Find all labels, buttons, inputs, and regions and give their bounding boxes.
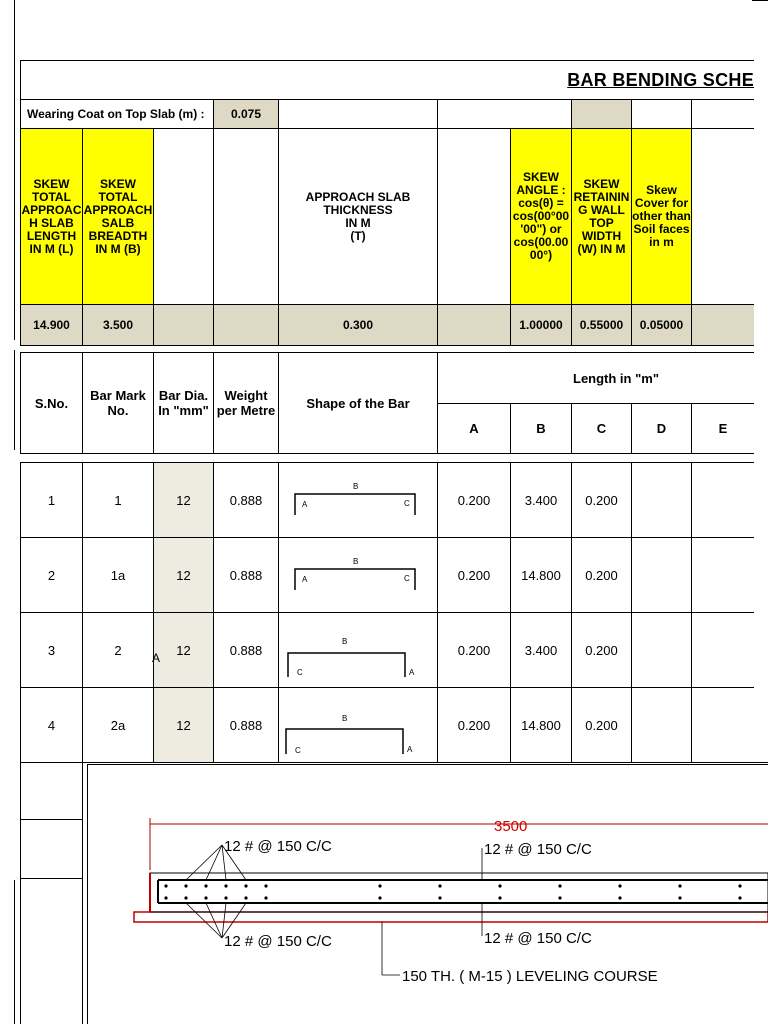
cell-length-a: 0.200 (437, 612, 511, 688)
value-cos: 1.00000 (510, 304, 572, 346)
empty-cell (437, 99, 572, 129)
shape-label-b: B (342, 637, 348, 646)
wearing-coat-label: Wearing Coat on Top Slab (m) : (27, 107, 205, 121)
empty-tan-cell (691, 304, 754, 346)
empty-cell (20, 762, 83, 820)
row-divider (82, 762, 768, 763)
cell-length-a: 0.200 (437, 687, 511, 763)
header-length: SKEW TOTAL APPROAC H SLAB LENGTH IN M (L) (20, 128, 83, 305)
callout-top-left: 12 # @ 150 C/C (224, 838, 332, 855)
cell-length-b: 3.400 (510, 462, 572, 538)
cell-weight: 0.888 (213, 537, 279, 613)
shape-label-c: C (404, 574, 410, 583)
cell-shape (278, 537, 438, 613)
cell-length-d (631, 537, 692, 613)
cell-bar-mark: 2a (82, 687, 154, 763)
header-col-e: E (691, 403, 754, 454)
header-col-b: B (510, 403, 572, 454)
cell-length-c: 0.200 (571, 537, 632, 613)
wearing-coat-value: 0.075 (230, 107, 262, 121)
empty-cell (437, 128, 511, 305)
cell-length-d (631, 462, 692, 538)
header-wall-width: SKEW RETAININ G WALL TOP WIDTH (W) IN M (571, 128, 632, 305)
header-length-group: Length in "m" (437, 352, 754, 404)
cell-length-b: 14.800 (510, 537, 572, 613)
cell-length-a: 0.200 (437, 462, 511, 538)
cell-bar-mark: 1 (82, 462, 154, 538)
callout-leveling-course: 150 TH. ( M-15 ) LEVELING COURSE (402, 968, 658, 985)
stray-label: A (152, 651, 161, 665)
cell-bar-dia: 12 (153, 537, 214, 613)
header-skew-angle: SKEW ANGLE : cos(θ) = cos(00°00 '00") or cos(00.00 00°) (510, 128, 572, 305)
cell-length-d (631, 687, 692, 763)
cell-sno: 2 (20, 537, 83, 613)
top-right-line (752, 0, 768, 1)
value-thickness: 0.300 (278, 304, 438, 346)
cell-weight: 0.888 (213, 612, 279, 688)
value-cover: 0.05000 (631, 304, 692, 346)
empty-cell (20, 819, 83, 879)
header-shape: Shape of the Bar (278, 352, 438, 454)
empty-tan-cell (571, 99, 632, 129)
header-thickness: APPROACH SLAB THICKNESS IN M (T) (278, 128, 438, 305)
shape-label-b: B (353, 482, 359, 491)
header-col-a: A (437, 403, 511, 454)
cell-length-c: 0.200 (571, 612, 632, 688)
cell-length-e (691, 612, 754, 688)
empty-cell (213, 128, 279, 305)
empty-cell (20, 878, 83, 1024)
shape-label-a: A (409, 668, 415, 677)
shape-label-c: C (404, 499, 410, 508)
empty-tan-cell (153, 304, 214, 346)
cell-length-c: 0.200 (571, 687, 632, 763)
header-bar-dia: Bar Dia. In "mm" (153, 352, 214, 454)
header-bar-mark: Bar Mark No. (82, 352, 154, 454)
cell-bar-mark: 1a (82, 537, 154, 613)
cell-length-e (691, 462, 754, 538)
wearing-coat-label-cell (20, 99, 214, 129)
header-weight: Weight per Metre (213, 352, 279, 454)
shape-label-a: A (302, 575, 308, 584)
bar-shape-channel (279, 463, 438, 538)
header-breadth: SKEW TOTAL APPROACH SALB BREADTH IN M (B) (82, 128, 154, 305)
cell-length-a: 0.200 (437, 537, 511, 613)
callout-top-right: 12 # @ 150 C/C (484, 841, 592, 858)
empty-cell (631, 99, 692, 129)
callout-bottom-left: 12 # @ 150 C/C (224, 933, 332, 950)
shape-label-c: C (297, 668, 303, 677)
value-breadth: 3.500 (82, 304, 154, 346)
dimension-label: 3500 (494, 818, 528, 835)
value-wall-width: 0.55000 (571, 304, 632, 346)
header-sno: S.No. (20, 352, 83, 454)
cell-bar-mark: 2 (82, 612, 154, 688)
drawing-frame (87, 764, 768, 1024)
header-col-c: C (571, 403, 632, 454)
cell-bar-dia: 12 (153, 462, 214, 538)
cell-shape (278, 687, 438, 763)
empty-cell (691, 128, 754, 305)
page-margin-line-2 (14, 350, 15, 450)
bar-shape-u (279, 613, 438, 688)
page-title: BAR BENDING SCHE (567, 69, 754, 90)
shape-label-c: C (295, 746, 301, 755)
empty-cell (691, 99, 754, 129)
header-cover: Skew Cover for other than Soil faces in m (631, 128, 692, 305)
cell-shape (278, 612, 438, 688)
bar-shape-channel (279, 538, 438, 613)
cell-sno: 3 (20, 612, 83, 688)
wearing-coat-value-cell (213, 99, 279, 129)
cell-length-d (631, 612, 692, 688)
empty-tan-cell (213, 304, 279, 346)
cell-weight: 0.888 (213, 462, 279, 538)
cell-weight: 0.888 (213, 687, 279, 763)
cell-length-b: 3.400 (510, 612, 572, 688)
cell-length-c: 0.200 (571, 462, 632, 538)
bar-shape-u (279, 688, 438, 763)
cell-length-e (691, 537, 754, 613)
empty-tan-cell (437, 304, 511, 346)
callout-bottom-right: 12 # @ 150 C/C (484, 930, 592, 947)
cell-length-e (691, 687, 754, 763)
cell-sno: 1 (20, 462, 83, 538)
shape-label-b: B (353, 557, 359, 566)
cell-shape (278, 462, 438, 538)
cell-sno: 4 (20, 687, 83, 763)
empty-cell (278, 99, 438, 129)
shape-label-a: A (407, 745, 413, 754)
cell-length-b: 14.800 (510, 687, 572, 763)
value-length: 14.900 (20, 304, 83, 346)
page-margin-line-3 (14, 880, 15, 1024)
cell-bar-dia: 12 (153, 612, 214, 688)
cell-bar-dia: 12 (153, 687, 214, 763)
title-cell (20, 60, 754, 100)
shape-label-b: B (342, 714, 348, 723)
page-margin-line (14, 0, 15, 340)
shape-label-a: A (302, 500, 308, 509)
header-col-d: D (631, 403, 692, 454)
empty-cell (153, 128, 214, 305)
